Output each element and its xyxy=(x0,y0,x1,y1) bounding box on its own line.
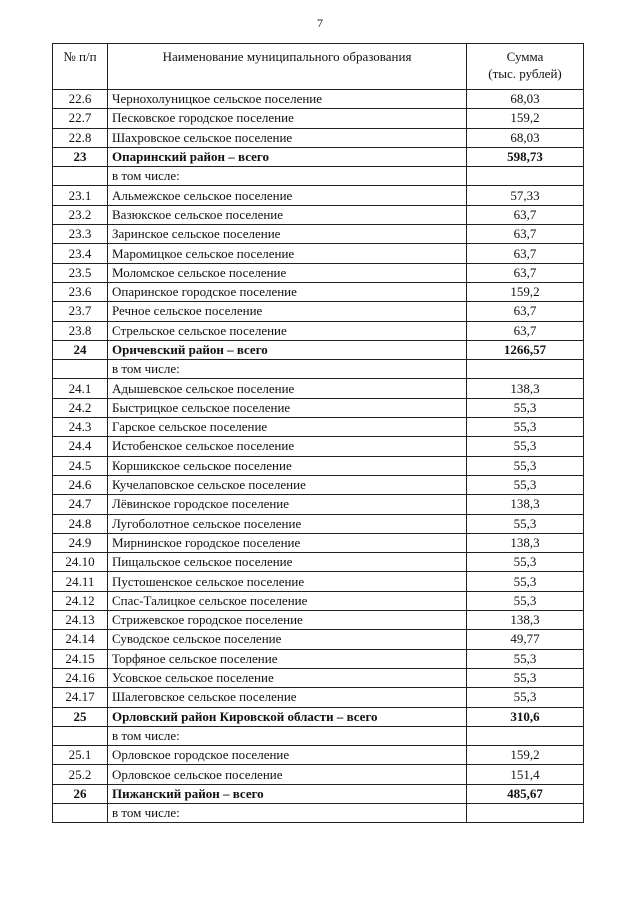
table-row xyxy=(53,398,584,417)
table-row xyxy=(53,321,584,340)
table-row-total xyxy=(53,784,584,803)
cell-sum: 63,7 xyxy=(467,321,584,340)
table-header-row xyxy=(53,44,584,90)
cell-number: 22.6 xyxy=(53,90,108,109)
table-row xyxy=(53,282,584,301)
table-row xyxy=(53,244,584,263)
cell-name: Чернохолуницкое сельское поселение xyxy=(108,90,467,109)
cell-number: 22.8 xyxy=(53,128,108,147)
table-row xyxy=(53,263,584,282)
table-row-total xyxy=(53,340,584,359)
cell-sum: 49,77 xyxy=(467,630,584,649)
table-row xyxy=(53,186,584,205)
table-row xyxy=(53,90,584,109)
cell-number: 23.7 xyxy=(53,302,108,321)
cell-name: Гарское сельское поселение xyxy=(108,418,467,437)
cell-name: Суводское сельское поселение xyxy=(108,630,467,649)
cell-name: Моломское сельское поселение xyxy=(108,263,467,282)
column-header-sum-title: Сумма xyxy=(506,49,544,64)
cell-name: Пищальское сельское поселение xyxy=(108,553,467,572)
table-row xyxy=(53,379,584,398)
cell-number: 23.8 xyxy=(53,321,108,340)
table-row xyxy=(53,205,584,224)
cell-name: Песковское городское поселение xyxy=(108,109,467,128)
cell-name: Опаринское городское поселение xyxy=(108,282,467,301)
cell-number xyxy=(53,360,108,379)
table-row xyxy=(53,225,584,244)
cell-number: 24.3 xyxy=(53,418,108,437)
cell-name: Речное сельское поселение xyxy=(108,302,467,321)
cell-sum: 63,7 xyxy=(467,244,584,263)
cell-name: Коршикское сельское поселение xyxy=(108,456,467,475)
cell-number: 24.14 xyxy=(53,630,108,649)
cell-sum: 55,3 xyxy=(467,591,584,610)
table-row xyxy=(53,514,584,533)
cell-sum xyxy=(467,726,584,745)
table-row xyxy=(53,649,584,668)
cell-sum: 310,6 xyxy=(467,707,584,726)
cell-number: 26 xyxy=(53,784,108,803)
cell-name: Стрельское сельское поселение xyxy=(108,321,467,340)
cell-sum: 55,3 xyxy=(467,688,584,707)
cell-sum: 138,3 xyxy=(467,533,584,552)
cell-name: Пустошенское сельское поселение xyxy=(108,572,467,591)
table-row xyxy=(53,302,584,321)
cell-number: 25.2 xyxy=(53,765,108,784)
cell-sum: 55,3 xyxy=(467,437,584,456)
cell-name: Опаринский район – всего xyxy=(108,147,467,166)
cell-sum: 63,7 xyxy=(467,205,584,224)
column-header-sum xyxy=(467,44,584,90)
cell-sum: 151,4 xyxy=(467,765,584,784)
cell-name: Оричевский район – всего xyxy=(108,340,467,359)
cell-name: в том числе: xyxy=(108,360,467,379)
cell-sum: 598,73 xyxy=(467,147,584,166)
cell-sum: 63,7 xyxy=(467,225,584,244)
cell-sum: 55,3 xyxy=(467,398,584,417)
cell-name: Шалеговское сельское поселение xyxy=(108,688,467,707)
table-row xyxy=(53,167,584,186)
cell-number: 24.8 xyxy=(53,514,108,533)
cell-name: Пижанский район – всего xyxy=(108,784,467,803)
cell-name: в том числе: xyxy=(108,726,467,745)
cell-name: Усовское сельское поселение xyxy=(108,668,467,687)
cell-number: 24.4 xyxy=(53,437,108,456)
cell-name: Орловское городское поселение xyxy=(108,746,467,765)
column-header-number: № п/п xyxy=(53,44,108,90)
cell-number: 23.6 xyxy=(53,282,108,301)
cell-name: Торфяное сельское поселение xyxy=(108,649,467,668)
table-row xyxy=(53,475,584,494)
table-row xyxy=(53,109,584,128)
cell-sum xyxy=(467,803,584,822)
cell-sum: 138,3 xyxy=(467,379,584,398)
cell-number: 23.1 xyxy=(53,186,108,205)
cell-sum: 68,03 xyxy=(467,90,584,109)
cell-number: 23.5 xyxy=(53,263,108,282)
cell-number: 24.13 xyxy=(53,611,108,630)
table-row xyxy=(53,630,584,649)
cell-name: Орловский район Кировской области – всего xyxy=(108,707,467,726)
cell-number: 24.6 xyxy=(53,475,108,494)
cell-number xyxy=(53,167,108,186)
cell-number: 23.3 xyxy=(53,225,108,244)
cell-number: 24.5 xyxy=(53,456,108,475)
cell-name: Лёвинское городское поселение xyxy=(108,495,467,514)
cell-name: Быстрицкое сельское поселение xyxy=(108,398,467,417)
cell-number: 24.11 xyxy=(53,572,108,591)
table-row xyxy=(53,688,584,707)
cell-number: 24.2 xyxy=(53,398,108,417)
table-row xyxy=(53,803,584,822)
cell-name: Мирнинское городское поселение xyxy=(108,533,467,552)
cell-number: 25 xyxy=(53,707,108,726)
cell-sum: 55,3 xyxy=(467,553,584,572)
cell-number: 22.7 xyxy=(53,109,108,128)
cell-sum: 55,3 xyxy=(467,418,584,437)
cell-name: Спас-Талицкое сельское поселение xyxy=(108,591,467,610)
cell-name: в том числе: xyxy=(108,803,467,822)
cell-sum: 159,2 xyxy=(467,109,584,128)
cell-name: Заринское сельское поселение xyxy=(108,225,467,244)
cell-sum: 138,3 xyxy=(467,611,584,630)
cell-sum: 63,7 xyxy=(467,302,584,321)
table-row xyxy=(53,456,584,475)
cell-name: Истобенское сельское поселение xyxy=(108,437,467,456)
cell-number: 23.4 xyxy=(53,244,108,263)
cell-sum: 55,3 xyxy=(467,572,584,591)
cell-sum xyxy=(467,167,584,186)
table-row xyxy=(53,591,584,610)
cell-name: Альмежское сельское поселение xyxy=(108,186,467,205)
cell-sum: 55,3 xyxy=(467,514,584,533)
cell-number: 24.15 xyxy=(53,649,108,668)
table-row xyxy=(53,437,584,456)
table-row xyxy=(53,611,584,630)
cell-number: 24.1 xyxy=(53,379,108,398)
column-header-sum-unit: (тыс. рублей) xyxy=(488,66,562,81)
table-row xyxy=(53,668,584,687)
cell-sum: 138,3 xyxy=(467,495,584,514)
cell-sum: 68,03 xyxy=(467,128,584,147)
cell-sum: 159,2 xyxy=(467,282,584,301)
cell-sum: 1266,57 xyxy=(467,340,584,359)
cell-number: 24.12 xyxy=(53,591,108,610)
table-row xyxy=(53,746,584,765)
column-header-name: Наименование муниципального образования xyxy=(108,44,467,90)
table-row xyxy=(53,128,584,147)
cell-number: 24.9 xyxy=(53,533,108,552)
cell-sum: 159,2 xyxy=(467,746,584,765)
cell-name: Стрижевское городское поселение xyxy=(108,611,467,630)
cell-number: 23.2 xyxy=(53,205,108,224)
cell-sum: 55,3 xyxy=(467,668,584,687)
cell-name: Лугоболотное сельское поселение xyxy=(108,514,467,533)
cell-number: 24.10 xyxy=(53,553,108,572)
cell-number xyxy=(53,726,108,745)
table-row xyxy=(53,418,584,437)
table-row xyxy=(53,553,584,572)
table-row xyxy=(53,726,584,745)
cell-name: Кучелаповское сельское поселение xyxy=(108,475,467,494)
cell-sum: 63,7 xyxy=(467,263,584,282)
table-row xyxy=(53,360,584,379)
cell-name: Орловское сельское поселение xyxy=(108,765,467,784)
budget-table xyxy=(52,43,584,823)
cell-name: Шахровское сельское поселение xyxy=(108,128,467,147)
table-row xyxy=(53,765,584,784)
cell-name: в том числе: xyxy=(108,167,467,186)
cell-name: Вазюкское сельское поселение xyxy=(108,205,467,224)
cell-number xyxy=(53,803,108,822)
cell-sum: 55,3 xyxy=(467,456,584,475)
table-row xyxy=(53,533,584,552)
cell-sum: 55,3 xyxy=(467,649,584,668)
table-body xyxy=(53,90,584,823)
cell-number: 24.16 xyxy=(53,668,108,687)
cell-name: Маромицкое сельское поселение xyxy=(108,244,467,263)
cell-number: 24 xyxy=(53,340,108,359)
table-row-total xyxy=(53,147,584,166)
cell-number: 24.17 xyxy=(53,688,108,707)
cell-sum: 485,67 xyxy=(467,784,584,803)
table-row xyxy=(53,495,584,514)
table-row xyxy=(53,572,584,591)
cell-sum: 55,3 xyxy=(467,475,584,494)
cell-sum: 57,33 xyxy=(467,186,584,205)
cell-number: 24.7 xyxy=(53,495,108,514)
cell-sum xyxy=(467,360,584,379)
cell-number: 23 xyxy=(53,147,108,166)
cell-name: Адышевское сельское поселение xyxy=(108,379,467,398)
page-number: 7 xyxy=(317,16,323,30)
table-row-total xyxy=(53,707,584,726)
cell-number: 25.1 xyxy=(53,746,108,765)
